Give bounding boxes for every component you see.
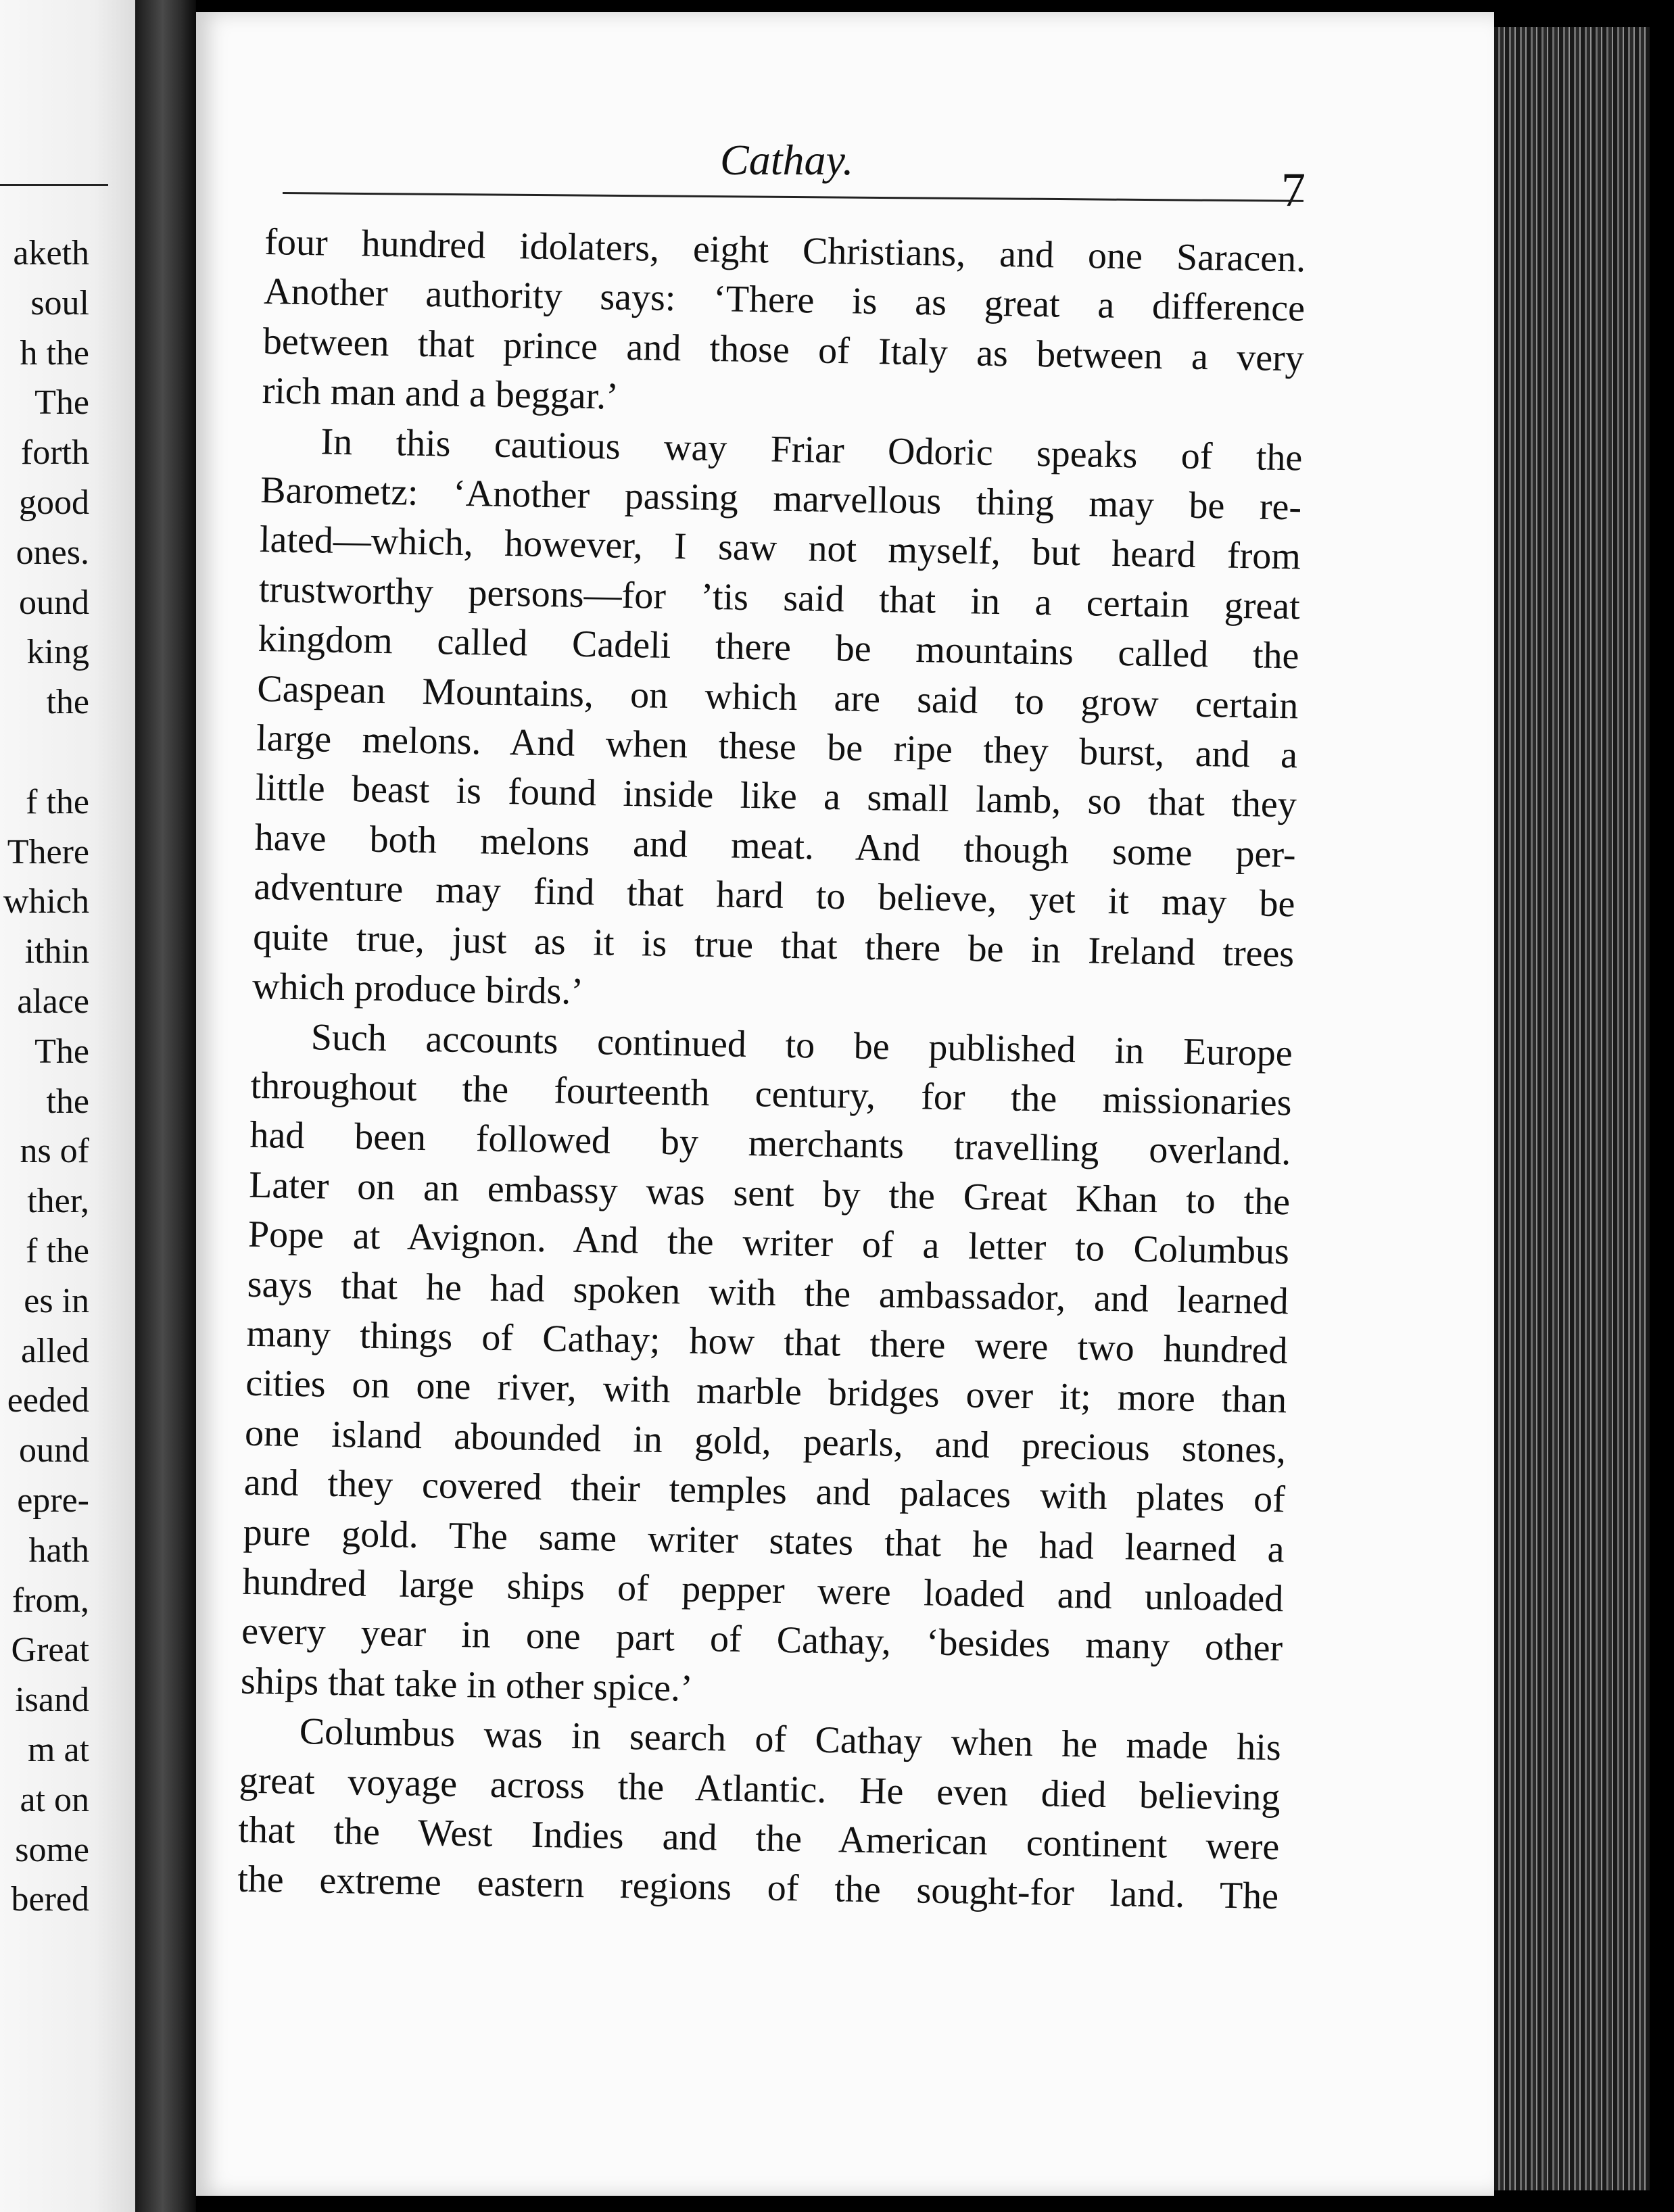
- left-page-line: hath: [28, 1531, 89, 1570]
- text-line: Pope at Avignon. And the writer of a letter to Columbus: [247, 1213, 1290, 1273]
- body-text: [237, 218, 1306, 1922]
- text-line: Another authority says: ‘There is as great a difference: [263, 270, 1306, 330]
- left-page-line: m at: [28, 1730, 89, 1769]
- text-line: have both melons and meat. And though some per-: [254, 816, 1297, 876]
- text-line: kingdom called Cadeli there be mountains called the: [258, 618, 1299, 677]
- left-page-line: ound: [19, 583, 89, 622]
- left-page-line: ther,: [27, 1182, 89, 1221]
- left-page-line: epre-: [17, 1481, 89, 1520]
- text-line: throughout the fourteenth century, for the missionaries: [250, 1064, 1293, 1124]
- book-gutter: [135, 0, 196, 2212]
- text-line: the extreme eastern regions of the sought-for land. The: [237, 1858, 1279, 1918]
- left-page-line: which: [3, 882, 89, 921]
- left-page-line: aketh: [13, 234, 89, 272]
- left-page-line: The: [34, 383, 89, 423]
- text-line: Such accounts continued to be published in Europe: [310, 1015, 1293, 1074]
- running-head: Cathay.: [720, 136, 854, 184]
- left-page-line: at on: [20, 1780, 89, 1819]
- text-line: many things of Cathay; how that there were two hundred: [246, 1312, 1288, 1372]
- text-line: great voyage across the Atlantic. He even died believing: [239, 1759, 1281, 1819]
- text-line: adventure may find that hard to believe, yet it may be: [254, 866, 1295, 925]
- text-line: every year in one part of Cathay, ‘besides many other: [241, 1610, 1283, 1670]
- text-line: rich man and a beggar.’: [262, 370, 619, 418]
- text-line: between that prince and those of Italy as between a very: [262, 320, 1305, 380]
- text-line: says that he had spoken with the ambassador, and learned: [247, 1263, 1289, 1322]
- text-line: quite true, just as it is true that there be in Ireland trees: [252, 915, 1295, 976]
- text-line: that the West Indies and the American continent were: [237, 1808, 1280, 1869]
- left-page-line: some: [15, 1830, 89, 1869]
- text-line: cities on one river, with marble bridges over it; more than: [245, 1362, 1287, 1422]
- left-page-line-ends: [3, 229, 89, 1925]
- text-line: Caspean Mountains, on which are said to grow certain: [256, 667, 1299, 727]
- page-number: 7: [1281, 163, 1306, 217]
- left-page-line: There: [7, 832, 89, 871]
- left-page-line: h the: [20, 333, 89, 372]
- left-page-line: soul: [30, 283, 89, 322]
- left-page-line: king: [26, 633, 89, 672]
- left-page-line: the: [46, 683, 89, 722]
- left-page-line: f the: [26, 1231, 89, 1270]
- text-line: trustworthy persons—for ’tis said that in a certain great: [258, 568, 1301, 628]
- left-page-line: f the: [26, 782, 89, 821]
- text-line: four hundred idolaters, eight Christians, and one Saracen.: [264, 220, 1306, 281]
- left-page-line: ithin: [24, 932, 89, 971]
- book-page-edges: [1494, 27, 1650, 2190]
- text-line: lated—which, however, I saw not myself, but heard from: [259, 519, 1301, 578]
- left-page-line: The: [34, 1032, 89, 1071]
- left-page-line: the: [46, 1082, 89, 1121]
- text-line: ships that take in other spice.’: [240, 1660, 694, 1710]
- text-line: which produce birds.’: [252, 965, 584, 1013]
- text-line: Barometz: ‘Another passing marvellous thing may be re-: [260, 468, 1302, 529]
- left-page-line: es in: [24, 1281, 89, 1320]
- left-page-line: isand: [15, 1681, 89, 1720]
- text-line: had been followed by merchants travelling overland.: [249, 1114, 1291, 1174]
- left-page-line: ones.: [16, 533, 89, 572]
- left-page-line: forth: [20, 433, 89, 473]
- left-page-line: from,: [11, 1581, 89, 1620]
- text-line: In this cautious way Friar Odoric speaks of the: [320, 420, 1303, 479]
- left-page-line: [3, 727, 89, 777]
- text-line: pure gold. The same writer states that he had learned a: [243, 1511, 1285, 1570]
- text-line: and they covered their temples and palaces with plates of: [243, 1461, 1286, 1521]
- left-page-line: ns of: [20, 1132, 89, 1171]
- left-page-header-rule: [0, 184, 108, 186]
- left-page-line: eeded: [7, 1381, 89, 1420]
- left-page-line: Great: [11, 1631, 89, 1670]
- left-page-line: bered: [11, 1880, 89, 1919]
- text-line: hundred large ships of pepper were loaded and unloaded: [242, 1560, 1284, 1620]
- left-page-line: alled: [20, 1331, 89, 1370]
- left-facing-page: [0, 0, 135, 2212]
- left-page-line: ound: [19, 1431, 89, 1470]
- left-page-line: alace: [17, 982, 89, 1021]
- text-line: one island abounded in gold, pearls, and precious stones,: [244, 1412, 1287, 1472]
- text-line: little beast is found inside like a small lamb, so that they: [255, 767, 1297, 826]
- text-line: Later on an embassy was sent by the Great Khan to the: [248, 1163, 1291, 1224]
- text-line: large melons. And when these be ripe they burst, and a: [256, 717, 1298, 777]
- left-page-line: good: [19, 483, 89, 522]
- text-line: Columbus was in search of Cathay when he made his: [299, 1710, 1282, 1769]
